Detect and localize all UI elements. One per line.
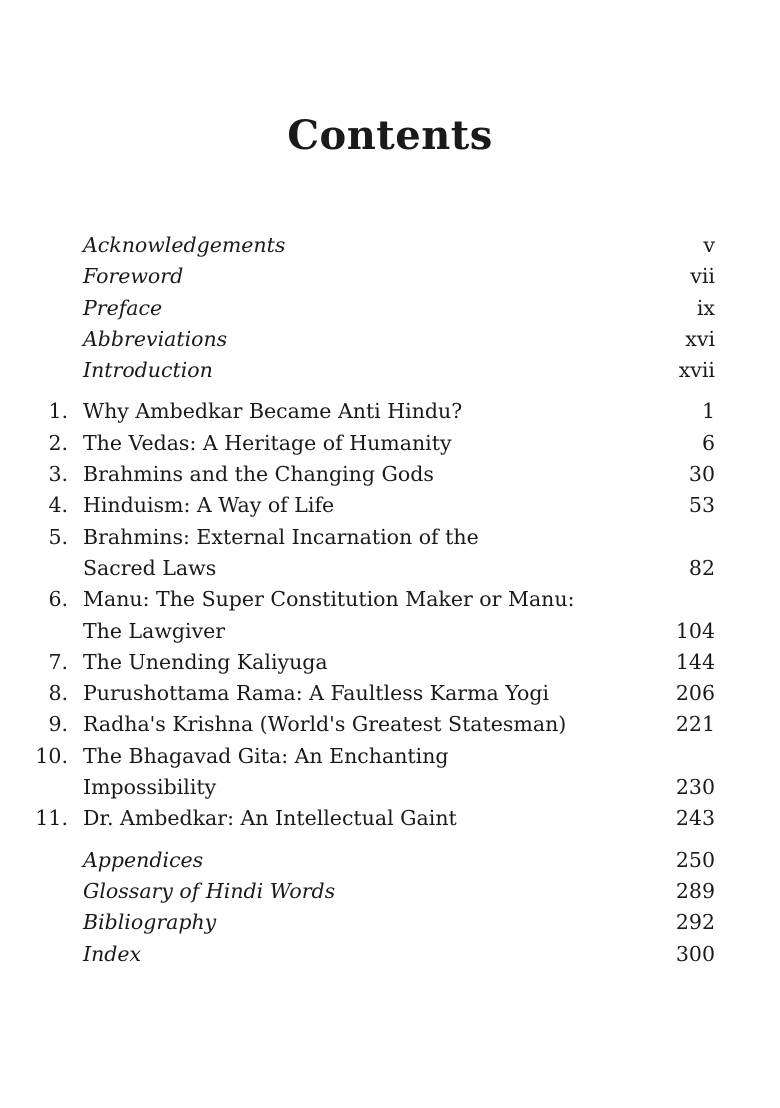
chapter-number: 7. xyxy=(48,649,68,674)
chapter-title: Why Ambedkar Became Anti Hindu? xyxy=(83,399,463,424)
chapter-title: Radha's Krishna (World's Greatest Statesman) xyxy=(83,712,567,737)
entry-title: Introduction xyxy=(83,358,213,383)
page-number: 206 xyxy=(675,681,715,706)
table-of-contents xyxy=(0,230,780,970)
page-number: 82 xyxy=(688,555,715,580)
page-number: 53 xyxy=(688,493,715,518)
entry-title: Acknowledgements xyxy=(83,233,286,257)
entry-title: Abbreviations xyxy=(83,326,228,351)
chapter-title: Hinduism: A Way of Life xyxy=(83,493,335,518)
chapter-number: 11. xyxy=(35,806,68,831)
chapter-entry xyxy=(0,709,780,740)
chapter-title: The Vedas: A Heritage of Humanity xyxy=(83,430,452,455)
toc-entry xyxy=(0,845,780,876)
toc-entry xyxy=(0,293,780,324)
chapter-number: 8. xyxy=(48,681,68,706)
chapter-number: 10. xyxy=(35,743,68,768)
page-number: v xyxy=(703,233,715,257)
page-number: 104 xyxy=(675,618,715,643)
page-number: xvi xyxy=(685,326,715,351)
entry-title: Glossary of Hindi Words xyxy=(83,878,336,903)
chapter-entry xyxy=(0,647,780,678)
chapter-title: Sacred Laws xyxy=(83,555,217,580)
page-title: Contents xyxy=(287,112,493,159)
chapter-number: 2. xyxy=(48,430,68,455)
chapter-number: 9. xyxy=(48,712,68,737)
toc-entry xyxy=(0,355,780,386)
page-number: ix xyxy=(696,295,715,320)
chapter-title: Dr. Ambedkar: An Intellectual Gaint xyxy=(83,806,457,831)
entry-title: Bibliography xyxy=(83,910,217,935)
toc-entry xyxy=(0,230,780,261)
toc-entry xyxy=(0,324,780,355)
chapter-entry xyxy=(0,459,780,490)
chapter-entry xyxy=(0,803,780,834)
entry-title: Appendices xyxy=(83,847,204,872)
chapter-entry xyxy=(0,522,780,553)
page-number: xvii xyxy=(678,358,715,383)
chapter-entry-continued xyxy=(0,553,780,584)
chapter-entry xyxy=(0,741,780,772)
toc-entry xyxy=(0,876,780,907)
chapter-number: 6. xyxy=(48,587,68,612)
page-number: 144 xyxy=(675,649,715,674)
chapter-entry xyxy=(0,396,780,427)
entry-title: Preface xyxy=(83,295,163,320)
chapter-number: 3. xyxy=(48,462,68,487)
entry-title: Foreword xyxy=(83,264,184,289)
chapter-title: Purushottama Rama: A Faultless Karma Yogi xyxy=(83,681,550,706)
chapter-entry xyxy=(0,584,780,615)
page-number: 30 xyxy=(688,462,715,487)
page-number: 230 xyxy=(675,775,715,800)
page-number: vii xyxy=(690,264,715,289)
chapter-number: 1. xyxy=(48,399,68,424)
toc-entry xyxy=(0,939,780,970)
chapter-number: 4. xyxy=(48,493,68,518)
page-number: 292 xyxy=(675,910,715,935)
chapter-title: Impossibility xyxy=(83,775,217,800)
page-number: 243 xyxy=(675,806,715,831)
chapter-number: 5. xyxy=(48,524,68,549)
page-number: 300 xyxy=(675,941,715,966)
chapter-entry-continued xyxy=(0,616,780,647)
toc-entry xyxy=(0,261,780,292)
entry-title: Index xyxy=(83,941,142,966)
page-number: 250 xyxy=(675,847,715,872)
toc-entry xyxy=(0,907,780,938)
page-number: 1 xyxy=(701,399,715,424)
chapter-title: The Lawgiver xyxy=(83,618,226,643)
chapter-entry xyxy=(0,678,780,709)
chapter-title: The Bhagavad Gita: An Enchanting xyxy=(83,743,449,768)
chapter-title: The Unending Kaliyuga xyxy=(83,649,328,674)
chapter-entry-continued xyxy=(0,772,780,803)
chapter-entry xyxy=(0,490,780,521)
page-number: 221 xyxy=(675,712,715,737)
page-number: 6 xyxy=(701,430,715,455)
chapter-title: Manu: The Super Constitution Maker or Manu: xyxy=(83,587,575,612)
chapter-entry xyxy=(0,428,780,459)
chapter-title: Brahmins and the Changing Gods xyxy=(83,462,434,487)
chapter-title: Brahmins: External Incarnation of the xyxy=(83,524,479,549)
page-number: 289 xyxy=(675,878,715,903)
